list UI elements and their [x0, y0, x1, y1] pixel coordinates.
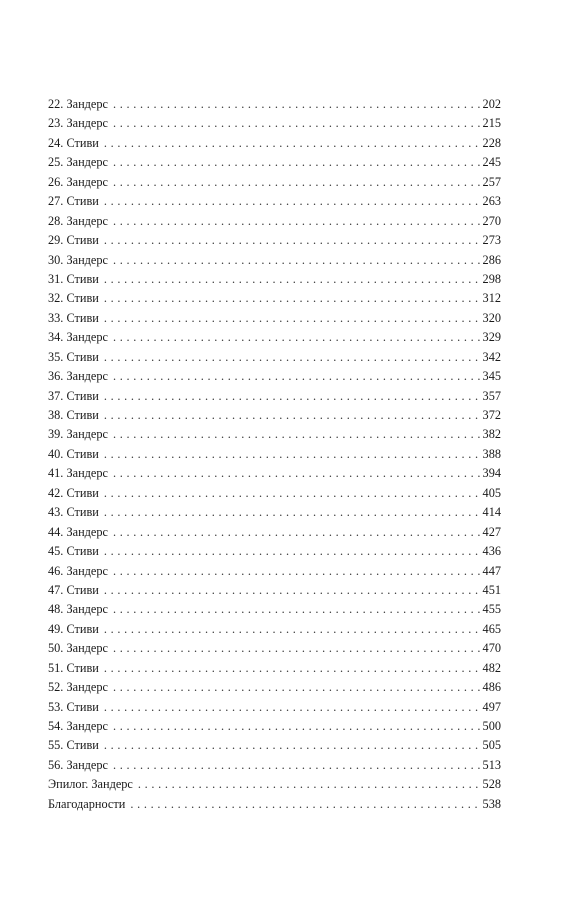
- toc-entry: [48, 523, 501, 542]
- toc-entry: [48, 678, 501, 697]
- dot-leader: [104, 698, 482, 717]
- dot-leader: [113, 212, 482, 231]
- dot-leader: [113, 153, 482, 172]
- toc-entry: [48, 639, 501, 658]
- toc-entry-page-number: 202: [482, 97, 501, 111]
- toc-entry: [48, 445, 501, 464]
- dot-leader: [113, 639, 482, 658]
- toc-entry-title: 46. Зандерс: [48, 563, 108, 578]
- toc-entry-title: 38. Стиви: [48, 408, 99, 422]
- toc-entry-page-number: 405: [482, 485, 501, 500]
- toc-entry-title: 29. Стиви: [48, 233, 99, 248]
- toc-entry-page-number: 482: [482, 660, 501, 675]
- toc-entry-title: 52. Зандерс: [48, 680, 108, 695]
- toc-entry: [48, 542, 501, 561]
- dot-leader: [104, 659, 482, 678]
- dot-leader: [104, 581, 482, 600]
- toc-entry: [48, 698, 501, 717]
- toc-entry-page-number: 263: [482, 194, 501, 209]
- toc-entry: [48, 736, 501, 755]
- toc-entry-page-number: 414: [482, 505, 501, 520]
- toc-entry-page-number: 465: [482, 621, 501, 636]
- dot-leader: [104, 484, 482, 503]
- toc-entry-title: Эпилог. Зандерс: [48, 777, 133, 792]
- dot-leader: [104, 231, 482, 250]
- toc-entry-title: 47. Стиви: [48, 582, 99, 597]
- toc-entry-page-number: 436: [482, 544, 501, 559]
- toc-entry: [48, 173, 501, 192]
- dot-leader: [104, 620, 482, 639]
- dot-leader: [104, 289, 482, 308]
- toc-entry-title: 35. Стиви: [48, 349, 99, 364]
- dot-leader: [104, 134, 482, 153]
- toc-entry: [48, 464, 501, 483]
- dot-leader: [113, 523, 482, 542]
- dot-leader: [113, 367, 482, 386]
- dot-leader: [104, 270, 482, 289]
- dot-leader: [104, 503, 482, 522]
- toc-entry-page-number: 382: [482, 427, 501, 442]
- toc-entry-title: 51. Стиви: [48, 660, 99, 675]
- toc-entry-title: 44. Зандерс: [48, 524, 108, 539]
- toc-entry-title: 42. Стиви: [48, 485, 99, 500]
- dot-leader: [104, 406, 482, 425]
- toc-entry: [48, 387, 501, 406]
- toc-entry-page-number: 342: [482, 349, 501, 364]
- toc-entry-page-number: 513: [482, 757, 501, 772]
- toc-entry: [48, 192, 501, 211]
- toc-entry: [48, 717, 501, 736]
- toc-entry-title: 24. Стиви: [48, 135, 99, 150]
- toc-entry-page-number: 372: [482, 408, 501, 422]
- table-of-contents: [48, 95, 501, 814]
- toc-entry-page-number: 312: [482, 291, 501, 306]
- toc-entry-title: 56. Зандерс: [48, 757, 108, 772]
- toc-entry: [48, 251, 501, 270]
- toc-entry-page-number: 497: [482, 699, 501, 714]
- toc-entry-title: 34. Зандерс: [48, 330, 108, 345]
- toc-entry-title: 41. Зандерс: [48, 466, 108, 481]
- dot-leader: [113, 464, 482, 483]
- toc-entry-page-number: 228: [482, 135, 501, 150]
- toc-entry: [48, 795, 501, 814]
- dot-leader: [104, 348, 482, 367]
- dot-leader: [113, 95, 482, 114]
- toc-entry-page-number: 329: [482, 330, 501, 345]
- dot-leader: [104, 736, 482, 755]
- toc-entry: [48, 328, 501, 347]
- toc-entry-page-number: 388: [482, 446, 501, 461]
- dot-leader: [113, 678, 482, 697]
- toc-entry-title: 33. Стиви: [48, 310, 99, 325]
- toc-entry-page-number: 451: [482, 582, 501, 597]
- toc-entry-page-number: 320: [482, 310, 501, 325]
- dot-leader: [138, 775, 482, 794]
- toc-entry-title: 26. Зандерс: [48, 174, 108, 189]
- toc-entry-title: 39. Зандерс: [48, 427, 108, 442]
- toc-entry: [48, 309, 501, 328]
- toc-entry: [48, 212, 501, 231]
- toc-entry-page-number: 528: [482, 777, 501, 792]
- toc-entry: [48, 270, 501, 289]
- toc-entry-page-number: 394: [482, 466, 501, 481]
- toc-entry-page-number: 257: [482, 174, 501, 189]
- dot-leader: [104, 542, 482, 561]
- toc-entry-title: 53. Стиви: [48, 699, 99, 714]
- toc-entry: [48, 153, 501, 172]
- toc-entry-page-number: 505: [482, 738, 501, 753]
- toc-entry: [48, 231, 501, 250]
- toc-entry-title: 48. Зандерс: [48, 602, 108, 617]
- dot-leader: [113, 328, 482, 347]
- toc-entry: [48, 620, 501, 639]
- toc-entry: [48, 348, 501, 367]
- dot-leader: [113, 717, 482, 736]
- toc-entry-page-number: 538: [482, 796, 501, 811]
- toc-entry-title: 36. Зандерс: [48, 369, 108, 384]
- toc-entry-page-number: 455: [482, 602, 501, 617]
- dot-leader: [113, 425, 482, 444]
- toc-entry: [48, 289, 501, 308]
- toc-entry-title: 43. Стиви: [48, 505, 99, 520]
- dot-leader: [104, 309, 482, 328]
- toc-entry-title: 28. Зандерс: [48, 213, 108, 228]
- toc-entry-title: 37. Стиви: [48, 388, 99, 403]
- toc-entry-page-number: 286: [482, 252, 501, 267]
- toc-entry-title: 54. Зандерс: [48, 719, 108, 733]
- toc-entry-page-number: 500: [482, 719, 501, 733]
- toc-entry: [48, 659, 501, 678]
- toc-entry-page-number: 298: [482, 271, 501, 286]
- toc-entry-title: Благодарности: [48, 796, 126, 811]
- toc-entry-title: 30. Зандерс: [48, 252, 108, 267]
- toc-entry: [48, 406, 501, 425]
- toc-entry-page-number: 270: [482, 213, 501, 228]
- toc-entry-page-number: 273: [482, 233, 501, 248]
- toc-entry: [48, 503, 501, 522]
- dot-leader: [113, 756, 482, 775]
- toc-entry-page-number: 357: [482, 388, 501, 403]
- toc-entry-title: 40. Стиви: [48, 446, 99, 461]
- dot-leader: [104, 387, 482, 406]
- toc-entry-title: 27. Стиви: [48, 194, 99, 209]
- toc-entry-page-number: 470: [482, 641, 501, 656]
- toc-entry: [48, 581, 501, 600]
- toc-entry: [48, 134, 501, 153]
- dot-leader: [104, 445, 482, 464]
- dot-leader: [130, 795, 481, 814]
- toc-entry-title: 49. Стиви: [48, 621, 99, 636]
- toc-entry: [48, 600, 501, 619]
- toc-entry-page-number: 486: [482, 680, 501, 695]
- toc-entry: [48, 114, 501, 133]
- toc-entry-title: 55. Стиви: [48, 738, 99, 753]
- toc-entry: [48, 775, 501, 794]
- toc-entry: [48, 425, 501, 444]
- toc-entry-page-number: 427: [482, 524, 501, 539]
- toc-entry-title: 31. Стиви: [48, 271, 99, 286]
- toc-entry-title: 50. Зандерс: [48, 641, 108, 656]
- dot-leader: [113, 114, 482, 133]
- toc-entry-page-number: 447: [482, 563, 501, 578]
- toc-entry-title: 22. Зандерс: [48, 97, 108, 111]
- toc-entry-title: 32. Стиви: [48, 291, 99, 306]
- dot-leader: [113, 600, 482, 619]
- toc-entry: [48, 756, 501, 775]
- dot-leader: [113, 562, 482, 581]
- toc-entry: [48, 484, 501, 503]
- toc-entry: [48, 367, 501, 386]
- dot-leader: [113, 173, 482, 192]
- toc-entry-title: 45. Стиви: [48, 544, 99, 559]
- toc-entry-page-number: 215: [482, 116, 501, 131]
- toc-entry-title: 23. Зандерс: [48, 116, 108, 131]
- toc-entry-title: 25. Зандерс: [48, 155, 108, 170]
- toc-entry: [48, 562, 501, 581]
- toc-entry: [48, 95, 501, 114]
- toc-entry-page-number: 345: [482, 369, 501, 384]
- dot-leader: [104, 192, 482, 211]
- dot-leader: [113, 251, 482, 270]
- toc-entry-page-number: 245: [482, 155, 501, 170]
